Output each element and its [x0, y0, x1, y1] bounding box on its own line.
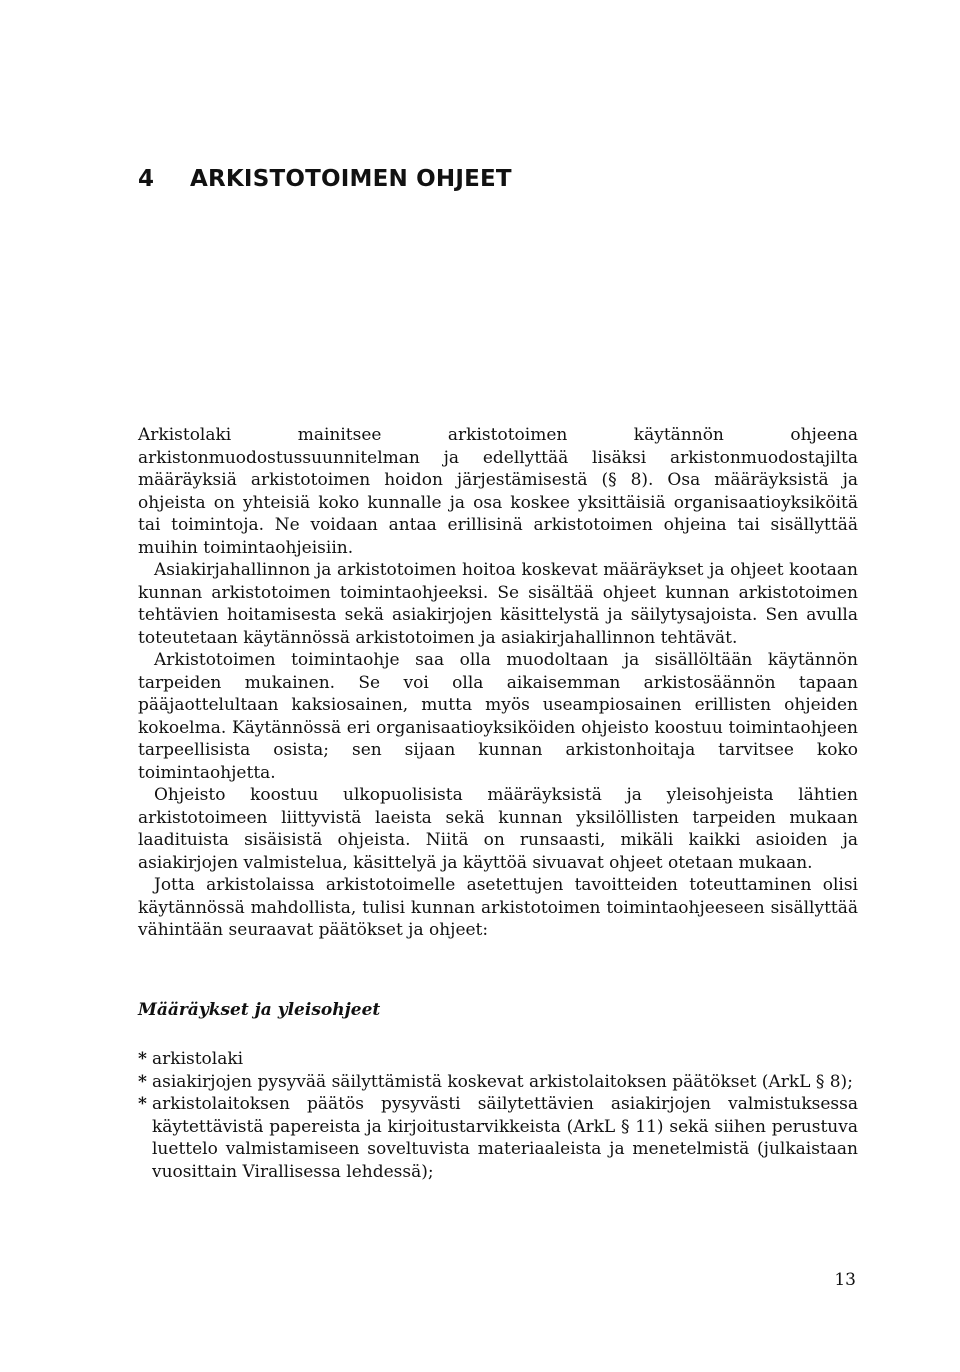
list-item-text: arkistolaki	[152, 1049, 244, 1069]
bullet-mark: *	[138, 1071, 147, 1092]
paragraph-4: Ohjeisto koostuu ulkopuolisista määräyksistä ja yleisohjeista lähtien arkistotoimeen liittyvistä laeista sekä kunnan yksilöllisten tarpeiden mukaan laadituista sisäisistä ohjeista. Niitä on runsaasti, mikäli kaikki asioiden ja asiakirjojen valmistelua, käsittelyä ja käyttöä sivuavat ohjeet otetaan mukaan.	[138, 785, 858, 873]
list-item	[138, 1048, 858, 1071]
section-heading: Määräykset ja yleisohjeet	[138, 1000, 381, 1020]
chapter-heading	[138, 166, 512, 192]
list-item	[138, 1071, 858, 1094]
bullet-mark: *	[138, 1049, 147, 1069]
page-number: 13	[834, 1270, 856, 1290]
bullet-mark: *	[138, 1094, 147, 1114]
chapter-number: 4	[138, 166, 155, 192]
paragraph-3: Arkistotoimen toimintaohje saa olla muodoltaan ja sisällöltään käytännön tarpeiden mukainen. Se voi olla aikaisemman arkistosäännön tapaan pääjaottelultaan kaksiosainen, mutta myös useampiosainen erillisten ohjeiden kokoelma. Käytännössä eri organisaatioyksiköiden ohjeisto koostuu toimintaohjeen tarpeellisista osista; sen sijaan kunnan arkistonhoitaja tarvitsee koko toimintaohjetta.	[138, 650, 858, 783]
list-item	[138, 1093, 858, 1183]
list-item-text: asiakirjojen pysyvää säilyttämistä koskevat arkistolaitoksen päätökset (ArkL § 8);	[152, 1071, 853, 1092]
chapter-title: ARKISTOTOIMEN OHJEET	[190, 166, 512, 192]
paragraph-2: Asiakirjahallinnon ja arkistotoimen hoitoa koskevat määräykset ja ohjeet kootaan kunnan arkistotoimen toimintaohjeeksi. Se sisältää ohjeet kunnan arkistotoimen tehtävien hoitamisesta sekä asiakirjojen käsittelystä ja säilytysajoista. Sen avulla toteutetaan käytännössä arkistotoimen ja asiakirjahallinnon tehtävät.	[138, 560, 858, 648]
body-text	[138, 424, 858, 942]
paragraph-5: Jotta arkistolaissa arkistotoimelle asetettujen tavoitteiden toteuttaminen olisi käytännössä mahdollista, tulisi kunnan arkistotoimen toimintaohjeeseen sisällyttää vähintään seuraavat päätökset ja ohjeet:	[138, 875, 858, 940]
bullet-list	[138, 1048, 858, 1183]
list-item-text: arkistolaitoksen päätös pysyvästi säilytettävien asiakirjojen valmistuksessa käytettävistä papereista ja kirjoitustarvikkeista (ArkL § 11) sekä siihen perustuva luettelo valmistamiseen soveltuvista materiaaleista ja menetelmistä (julkaistaan vuosittain Virallisessa lehdessä);	[152, 1094, 858, 1182]
paragraph-1: Arkistolaki mainitsee arkistotoimen käytännön ohjeena arkistonmuodostussuunnitelman ja edellyttää lisäksi arkistonmuodostajilta määräyksiä arkistotoimen hoidon järjestämisestä (§ 8). Osa määräyksistä ja ohjeista on yhteisiä koko kunnalle ja osa koskee yksittäisiä organisaatioyksiköitä tai toimintoja. Ne voidaan antaa erillisinä arkistotoimen ohjeina tai sisällyttää muihin toimintaohjeisiin.	[138, 425, 858, 558]
